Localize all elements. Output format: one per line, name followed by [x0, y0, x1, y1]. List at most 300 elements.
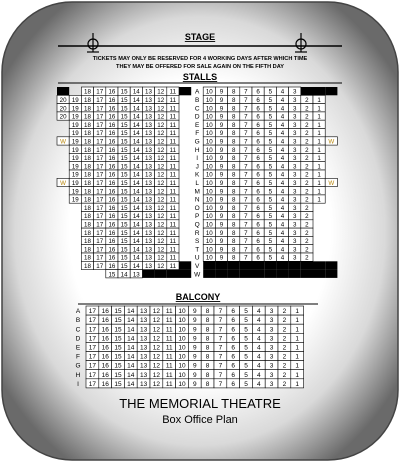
- seat-number: 17: [88, 353, 97, 361]
- seat-number: 15: [120, 254, 128, 262]
- seat-number: 12: [157, 121, 165, 129]
- seat-number: 7: [244, 97, 248, 104]
- stalls-row-letter: I: [196, 155, 199, 163]
- seat-number: 15: [120, 180, 128, 187]
- seat-number: 11: [169, 163, 177, 171]
- seat-number: 10: [205, 155, 213, 163]
- seat-number: 6: [231, 335, 236, 343]
- seat-number: 8: [231, 113, 236, 121]
- seat-number: 18: [84, 229, 91, 237]
- seat-number: 14: [132, 171, 140, 179]
- seat-number: 15: [114, 317, 122, 325]
- seat-number: 5: [268, 213, 273, 221]
- seat-number: 2: [282, 335, 287, 343]
- seat-number: 3: [292, 130, 297, 138]
- seat-number: 2: [282, 362, 287, 370]
- seat-number: 11: [165, 308, 173, 316]
- seat-number: 5: [268, 138, 273, 146]
- balcony-row-letter: G: [75, 362, 81, 370]
- seat-number: 4: [280, 204, 285, 212]
- seat-number: 6: [231, 362, 236, 370]
- seat-number: 9: [192, 362, 197, 370]
- seat-number: 14: [132, 188, 140, 196]
- seat-number: 5: [244, 380, 248, 388]
- seat-number: 12: [157, 105, 165, 113]
- seat-number: 7: [244, 221, 248, 229]
- seat-number: 2: [305, 204, 309, 212]
- seat-number: 5: [268, 155, 273, 163]
- seat-number: 12: [152, 362, 161, 370]
- seat-number: 11: [165, 362, 173, 370]
- seat-number: 5: [268, 229, 273, 237]
- seat-number: 18: [84, 121, 91, 129]
- balcony-row-letter: H: [75, 371, 81, 379]
- seat-number: 2: [305, 138, 309, 146]
- seat-number: 4: [280, 138, 285, 146]
- seat-number: 7: [244, 105, 248, 113]
- seat-number: 11: [165, 317, 173, 325]
- seat-number: 9: [219, 146, 224, 154]
- balcony-row: [76, 352, 304, 361]
- seat-number: 5: [268, 171, 273, 179]
- seat-number: 19: [71, 121, 79, 129]
- seat-number: 11: [169, 88, 177, 96]
- seat-number: 14: [132, 263, 140, 270]
- seat-number: 2: [305, 238, 309, 246]
- seat-number: 10: [205, 113, 213, 121]
- seat-number: 11: [165, 344, 173, 352]
- seat-number: 16: [108, 204, 116, 212]
- seat-number: 2: [282, 371, 287, 379]
- seat-number: 17: [96, 204, 104, 212]
- seat-number: 17: [96, 196, 104, 204]
- seat-number: 17: [96, 88, 104, 96]
- seat-number: 4: [280, 229, 285, 237]
- seat-number: 3: [292, 113, 297, 121]
- seat-number: 8: [231, 155, 236, 163]
- seat-number: 11: [169, 204, 177, 212]
- seat-number: 16: [101, 353, 109, 361]
- seat-number: 6: [256, 105, 260, 113]
- seat-number: 16: [108, 138, 116, 146]
- seat-number: 4: [280, 238, 285, 246]
- blocked-area: [325, 261, 337, 269]
- seat-number: 18: [84, 88, 91, 96]
- blocked-area: [264, 270, 276, 278]
- blocked-area: [179, 87, 191, 95]
- seat-number: 4: [256, 308, 261, 316]
- seat-number: 14: [132, 229, 140, 237]
- stalls-row: [81, 203, 313, 212]
- seat-number: 10: [205, 105, 213, 113]
- seat-number: 5: [268, 121, 273, 129]
- seat-number: 6: [231, 326, 236, 334]
- seat-number: 8: [231, 130, 236, 138]
- seat-number: 10: [205, 146, 213, 154]
- seat-number: 20: [59, 97, 67, 104]
- seat-number: 16: [101, 326, 109, 334]
- stalls-row-letter: M: [194, 188, 200, 196]
- seat-number: 17: [96, 229, 104, 237]
- seat-number: 5: [244, 362, 248, 370]
- seat-number: 16: [108, 263, 116, 270]
- seat-number: 12: [157, 88, 165, 96]
- seat-number: 11: [165, 353, 173, 361]
- seat-number: 11: [169, 188, 177, 196]
- seat-number: 9: [219, 138, 224, 146]
- seat-number: 10: [205, 246, 213, 254]
- blocked-area: [252, 270, 264, 278]
- stalls-row-letter: B: [195, 97, 200, 104]
- seat-number: 13: [145, 254, 152, 262]
- seat-number: 16: [108, 113, 116, 121]
- seat-number: 8: [231, 97, 236, 104]
- seat-number: 3: [292, 221, 297, 229]
- seat-number: 1: [317, 138, 321, 146]
- seat-number: 7: [244, 188, 248, 196]
- blocked-area: [228, 261, 240, 269]
- seat-number: 5: [268, 204, 273, 212]
- seat-number: 9: [192, 317, 197, 325]
- seat-number: 8: [231, 105, 236, 113]
- stalls-row-letter: W: [194, 271, 201, 279]
- seat-number: 9: [219, 163, 224, 171]
- stalls-row-letter: P: [195, 213, 200, 221]
- blocked-area: [276, 270, 288, 278]
- seat-number: 17: [96, 146, 104, 154]
- seat-number: 15: [120, 204, 128, 212]
- seat-number: 15: [120, 113, 128, 121]
- seat-number: 12: [157, 246, 165, 254]
- stalls-row: [69, 153, 325, 162]
- seat-number: 13: [139, 317, 148, 325]
- seat-number: 3: [292, 204, 297, 212]
- seat-number: 10: [205, 204, 213, 212]
- seat-number: 17: [88, 326, 97, 334]
- seat-number: 2: [305, 229, 309, 237]
- seat-number: 3: [269, 317, 274, 325]
- seat-number: 4: [256, 371, 261, 379]
- seat-number: 8: [231, 88, 236, 96]
- seat-number: 18: [84, 130, 91, 138]
- seat-number: 4: [256, 380, 261, 388]
- seat-number: 20: [59, 113, 67, 121]
- seat-number: 18: [84, 163, 91, 171]
- seat-number: 2: [305, 163, 309, 171]
- stalls-row: [69, 162, 325, 171]
- seat-number: 7: [244, 146, 248, 154]
- seat-number: 12: [157, 221, 165, 229]
- seat-number: 6: [256, 155, 260, 163]
- seat-number: 12: [152, 326, 161, 334]
- seat-number: 4: [280, 130, 285, 138]
- seat-number: 15: [120, 238, 128, 246]
- seat-number: 18: [84, 97, 91, 104]
- seat-number: 19: [71, 180, 79, 187]
- blocked-area: [179, 270, 191, 278]
- blocked-area: [252, 261, 264, 269]
- seat-number: 11: [169, 97, 177, 104]
- seat-number: 17: [88, 371, 97, 379]
- wheelchair-space-label: W: [328, 180, 335, 187]
- stalls-row-letter: H: [194, 146, 200, 154]
- seat-number: 16: [108, 146, 116, 154]
- seat-number: 10: [205, 171, 213, 179]
- seat-number: 15: [120, 155, 128, 163]
- seat-number: 12: [157, 155, 165, 163]
- stalls-row-letter: Q: [194, 221, 200, 229]
- seat-number: 2: [305, 121, 309, 129]
- seat-number: 2: [282, 326, 287, 334]
- seat-number: 10: [205, 254, 213, 262]
- seat-number: 15: [120, 121, 128, 129]
- seat-number: 9: [219, 180, 224, 187]
- seat-number: 4: [280, 246, 285, 254]
- seat-number: 13: [145, 155, 152, 163]
- seat-number: 11: [169, 180, 177, 187]
- stalls-row: [69, 170, 325, 179]
- seat-number: 18: [84, 238, 91, 246]
- stalls-seating: [57, 87, 337, 278]
- seat-number: 13: [145, 204, 152, 212]
- stalls-row: [81, 253, 313, 262]
- seat-number: 1: [317, 155, 321, 163]
- seat-number: 10: [178, 317, 186, 325]
- balcony-seating: [75, 306, 303, 388]
- seat-number: 11: [169, 130, 177, 138]
- seat-number: 3: [292, 254, 297, 262]
- seat-number: 8: [231, 213, 236, 221]
- stalls-row: [69, 120, 325, 129]
- seat-number: 18: [84, 204, 91, 212]
- stalls-row-letter: G: [194, 138, 200, 146]
- stalls-row-letter: L: [195, 180, 200, 187]
- seat-number: 2: [305, 180, 309, 187]
- seat-number: 5: [268, 221, 273, 229]
- balcony-row: [76, 342, 304, 351]
- seat-number: 7: [244, 171, 248, 179]
- seat-number: 1: [295, 308, 300, 316]
- seat-number: 11: [169, 138, 177, 146]
- seat-number: 15: [120, 213, 128, 221]
- blocked-area: [276, 261, 288, 269]
- seat-number: 9: [219, 204, 224, 212]
- seat-number: 10: [178, 371, 186, 379]
- seat-number: 6: [256, 121, 260, 129]
- balcony-row: [77, 379, 304, 388]
- seat-number: 14: [127, 371, 135, 379]
- seat-number: 17: [96, 246, 104, 254]
- seat-number: 3: [292, 213, 297, 221]
- seat-number: 16: [108, 155, 116, 163]
- seat-number: 2: [305, 188, 309, 196]
- seat-number: 10: [205, 180, 213, 187]
- seat-number: 14: [132, 196, 140, 204]
- seat-number: 6: [256, 229, 260, 237]
- seat-number: 2: [282, 308, 287, 316]
- seat-number: 7: [244, 204, 248, 212]
- seat-number: 3: [292, 105, 297, 113]
- seat-number: 17: [96, 188, 104, 196]
- seat-number: 2: [282, 380, 287, 388]
- seat-number: 19: [71, 146, 79, 154]
- balcony-row-letter: F: [76, 353, 80, 361]
- seat-number: 19: [71, 138, 79, 146]
- seat-number: 6: [256, 196, 260, 204]
- stalls-row: [81, 261, 337, 270]
- seat-number: 2: [305, 130, 309, 138]
- seat-number: 4: [280, 121, 285, 129]
- stalls-row-letter: N: [194, 196, 200, 204]
- stalls-row: [81, 220, 313, 229]
- seat-number: 15: [120, 138, 128, 146]
- seat-number: 15: [120, 171, 128, 179]
- seat-number: 10: [205, 221, 213, 229]
- seat-number: 14: [127, 308, 135, 316]
- seat-number: 8: [231, 221, 236, 229]
- seat-number: 10: [205, 163, 213, 171]
- seat-number: 1: [295, 344, 300, 352]
- seat-number: 14: [132, 121, 140, 129]
- seat-number: 16: [108, 130, 116, 138]
- seat-number: 6: [256, 221, 260, 229]
- seat-number: 13: [145, 171, 152, 179]
- stalls-row: [81, 212, 313, 221]
- stalls-row: [81, 228, 313, 237]
- seat-number: 15: [114, 371, 122, 379]
- seat-number: 15: [120, 221, 128, 229]
- seat-number: 7: [218, 362, 223, 370]
- seat-number: 2: [305, 196, 309, 204]
- seat-number: 14: [132, 213, 140, 221]
- seat-number: 4: [256, 344, 261, 352]
- seat-number: 16: [108, 213, 116, 221]
- blocked-area: [228, 270, 240, 278]
- blocked-area: [289, 261, 301, 269]
- seat-number: 7: [244, 254, 248, 262]
- seat-number: 9: [219, 130, 224, 138]
- blocked-area: [289, 270, 301, 278]
- balcony-row: [76, 306, 304, 315]
- theatre-title: THE MEMORIAL THEATRE: [119, 396, 281, 411]
- stalls-row-letter: J: [195, 163, 199, 171]
- seat-number: 2: [305, 105, 309, 113]
- balcony-row-letter: C: [75, 326, 81, 334]
- seat-number: 11: [169, 146, 177, 154]
- seat-number: 17: [88, 317, 97, 325]
- seat-number: 12: [157, 113, 165, 121]
- seat-number: 4: [280, 88, 285, 96]
- blocked-area: [155, 270, 167, 278]
- seat-number: 18: [84, 196, 91, 204]
- seat-number: 8: [205, 371, 210, 379]
- seat-number: 8: [231, 188, 236, 196]
- seat-number: 11: [165, 371, 173, 379]
- seat-number: 5: [268, 97, 273, 104]
- seat-number: 11: [165, 335, 173, 343]
- seat-number: 1: [295, 380, 300, 388]
- seat-number: 9: [192, 371, 197, 379]
- seat-number: 12: [157, 146, 165, 154]
- seat-number: 5: [268, 188, 273, 196]
- seat-number: 18: [84, 213, 91, 221]
- seat-number: 8: [231, 246, 236, 254]
- seat-number: 1: [317, 188, 321, 196]
- seat-number: 6: [256, 180, 260, 187]
- seat-number: 16: [108, 229, 116, 237]
- seat-number: 15: [120, 246, 128, 254]
- seat-number: 13: [145, 213, 152, 221]
- seat-number: 15: [120, 97, 128, 104]
- balcony-row: [76, 324, 304, 333]
- seat-number: 10: [205, 238, 213, 246]
- seat-number: 3: [292, 121, 297, 129]
- seat-number: 10: [205, 229, 213, 237]
- seat-number: 11: [169, 246, 177, 254]
- blocked-area: [240, 270, 252, 278]
- blocked-area: [215, 270, 227, 278]
- seat-number: 14: [127, 380, 135, 388]
- seat-number: 7: [244, 229, 248, 237]
- seat-number: 16: [108, 221, 116, 229]
- stalls-row: [57, 178, 337, 187]
- seat-number: 16: [108, 188, 116, 196]
- seat-number: 14: [132, 254, 140, 262]
- blocked-area: [301, 270, 313, 278]
- seat-number: 7: [244, 121, 248, 129]
- seat-number: 9: [219, 221, 224, 229]
- blocked-area: [313, 87, 325, 95]
- seat-number: 7: [244, 155, 248, 163]
- seat-number: 14: [127, 317, 135, 325]
- seat-number: 17: [88, 362, 97, 370]
- seat-number: 10: [178, 344, 186, 352]
- seat-number: 4: [256, 362, 261, 370]
- seat-number: 12: [157, 238, 165, 246]
- seat-number: 10: [205, 130, 213, 138]
- seat-number: 6: [256, 238, 260, 246]
- stalls-row-letter: R: [194, 229, 200, 237]
- seat-number: 4: [256, 317, 261, 325]
- seat-number: 9: [219, 97, 224, 104]
- seat-number: 12: [157, 229, 165, 237]
- seat-number: 16: [101, 380, 109, 388]
- seat-number: 14: [127, 335, 135, 343]
- seat-number: 6: [256, 171, 260, 179]
- seat-number: 7: [218, 380, 223, 388]
- seat-number: 4: [256, 326, 261, 334]
- plan-subtitle: Box Office Plan: [162, 414, 238, 426]
- stalls-row-letter: S: [195, 238, 200, 246]
- seat-number: 11: [169, 221, 177, 229]
- seat-number: 1: [317, 105, 321, 113]
- seat-number: 14: [132, 246, 140, 254]
- seat-number: 11: [169, 196, 177, 204]
- seat-number: 3: [292, 88, 297, 96]
- seat-number: 1: [317, 130, 321, 138]
- seat-number: 19: [71, 113, 79, 121]
- seat-number: 14: [132, 238, 140, 246]
- seat-number: 3: [292, 246, 297, 254]
- seat-number: 15: [120, 188, 128, 196]
- seat-number: 16: [101, 362, 109, 370]
- seat-number: 18: [84, 171, 91, 179]
- seat-number: 12: [152, 353, 161, 361]
- seat-number: 9: [219, 113, 224, 121]
- seat-number: 4: [256, 353, 261, 361]
- wheelchair-space-label: W: [60, 180, 67, 187]
- seat-number: 6: [256, 88, 260, 96]
